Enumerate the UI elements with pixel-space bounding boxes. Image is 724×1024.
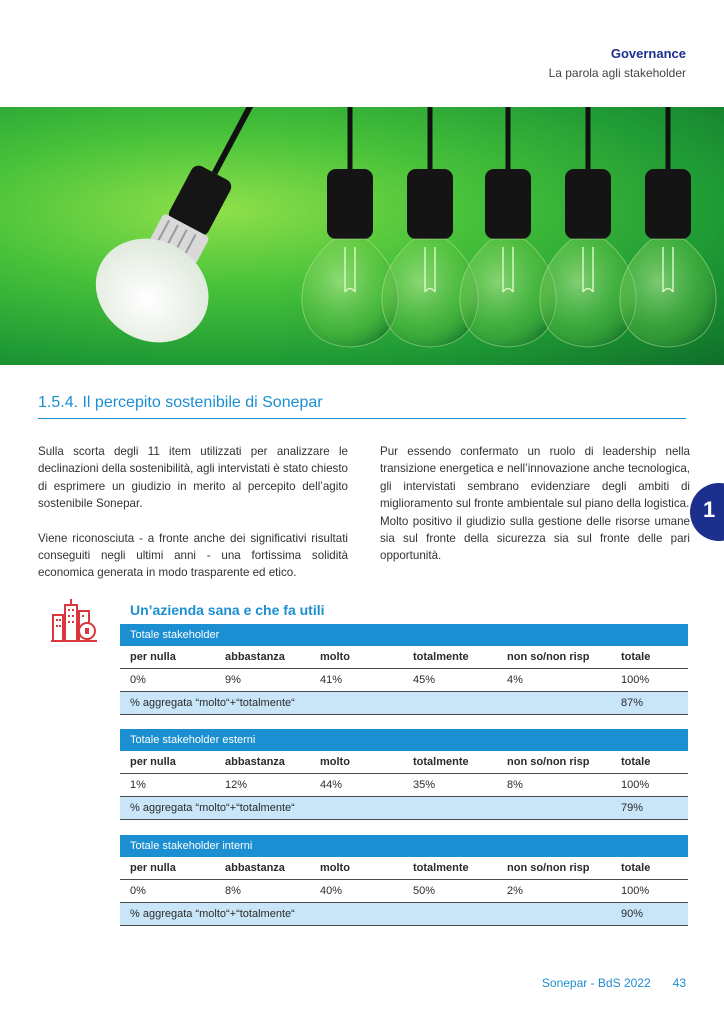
table-row [120, 880, 688, 903]
aggregate-value: 79% [621, 802, 644, 814]
column-header: abbastanza [225, 756, 285, 768]
table-cell: 41% [320, 674, 343, 686]
city-buildings-coin-icon [50, 597, 98, 645]
table-cell: 12% [225, 779, 248, 791]
column-header: totalmente [413, 862, 469, 874]
footer-label: Sonepar - BdS 2022 [541, 976, 651, 990]
column-header: totalmente [413, 651, 469, 663]
header-section: Governance [610, 46, 686, 61]
table-cell: 8% [225, 885, 241, 897]
page-header [549, 46, 686, 80]
table-column-headers [120, 646, 688, 669]
body-column-left [38, 443, 348, 599]
table-cell: 8% [507, 779, 523, 791]
column-header: per nulla [130, 862, 176, 874]
column-header: totale [621, 862, 651, 874]
column-header: molto [320, 862, 350, 874]
table-cell: 0% [130, 674, 146, 686]
table-cell: 45% [413, 674, 436, 686]
column-header: abbastanza [225, 651, 285, 663]
column-header: molto [320, 651, 350, 663]
aggregate-value: 90% [621, 908, 644, 920]
column-header: non so/non risp [507, 651, 590, 663]
table-cell: 100% [621, 779, 650, 791]
column-header: non so/non risp [507, 756, 590, 768]
body-paragraph: Viene riconosciuta - a fronte anche dei significativi risultati conseguiti negli ultimi anni - una fortissima solidità economica generata in modo trasparente ed etico. [38, 531, 348, 580]
table-heading: Totale stakeholder [120, 624, 688, 646]
section-title: 1.5.4. Il percepito sostenibile di Sonepar [38, 394, 686, 419]
body-paragraph: Molto positivo il giudizio sulla gestione delle risorse umane sia sul fronte della sicurezza sia sul fronte delle pari opportunità. [380, 514, 690, 563]
light-bulbs-illustration [0, 107, 724, 365]
table-aggregate-row [120, 903, 688, 926]
column-header: totalmente [413, 756, 469, 768]
table-cell: 44% [320, 779, 343, 791]
table-row [120, 669, 688, 692]
table-cell: 2% [507, 885, 523, 897]
header-subsection: La parola agli stakeholder [548, 66, 686, 80]
body-column-right [380, 443, 690, 582]
column-header: molto [320, 756, 350, 768]
hero-image [0, 107, 724, 365]
table-cell: 35% [413, 779, 436, 791]
table-cell: 9% [225, 674, 241, 686]
results-table-external [120, 729, 688, 820]
chapter-tab[interactable] [690, 483, 724, 541]
body-paragraph: Pur essendo confermato un ruolo di leadership nella transizione energetica e nell’innovazione anche tecnologica, gli intervistati sembrano evidenziare degli ambiti di miglioramento sul fronte ambientale sul piano della logistica. [380, 445, 690, 511]
results-table-total [120, 624, 688, 715]
table-cell: 100% [621, 885, 650, 897]
aggregate-value: 87% [621, 697, 644, 709]
column-header: per nulla [130, 651, 176, 663]
table-aggregate-row [120, 692, 688, 715]
table-cell: 50% [413, 885, 436, 897]
table-column-headers [120, 857, 688, 880]
aggregate-label: % aggregata “molto“+“totalmente“ [130, 908, 295, 920]
table-title: Un’azienda sana e che fa utili [130, 602, 325, 618]
table-heading: Totale stakeholder interni [120, 835, 688, 857]
body-paragraph: Sulla scorta degli 11 item utilizzati per analizzare le declinazioni della sostenibilità, agli intervistati è stato chiesto di esprimere un giudizio in merito al percepito dell’agito sostenibile Sonepar. [38, 445, 348, 511]
table-cell: 1% [130, 779, 146, 791]
column-header: totale [621, 651, 651, 663]
table-column-headers [120, 751, 688, 774]
page-number: 43 [672, 976, 686, 990]
table-cell: 100% [621, 674, 650, 686]
aggregate-label: % aggregata “molto“+“totalmente“ [130, 697, 295, 709]
column-header: totale [621, 756, 651, 768]
page-footer [542, 976, 686, 990]
column-header: non so/non risp [507, 862, 590, 874]
table-cell: 4% [507, 674, 523, 686]
column-header: abbastanza [225, 862, 285, 874]
chapter-number: 1 [703, 497, 716, 522]
results-table-internal [120, 835, 688, 926]
table-heading: Totale stakeholder esterni [120, 729, 688, 751]
table-row [120, 774, 688, 797]
column-header: per nulla [130, 756, 176, 768]
table-cell: 40% [320, 885, 343, 897]
table-aggregate-row [120, 797, 688, 820]
aggregate-label: % aggregata “molto“+“totalmente“ [130, 802, 295, 814]
table-cell: 0% [130, 885, 146, 897]
